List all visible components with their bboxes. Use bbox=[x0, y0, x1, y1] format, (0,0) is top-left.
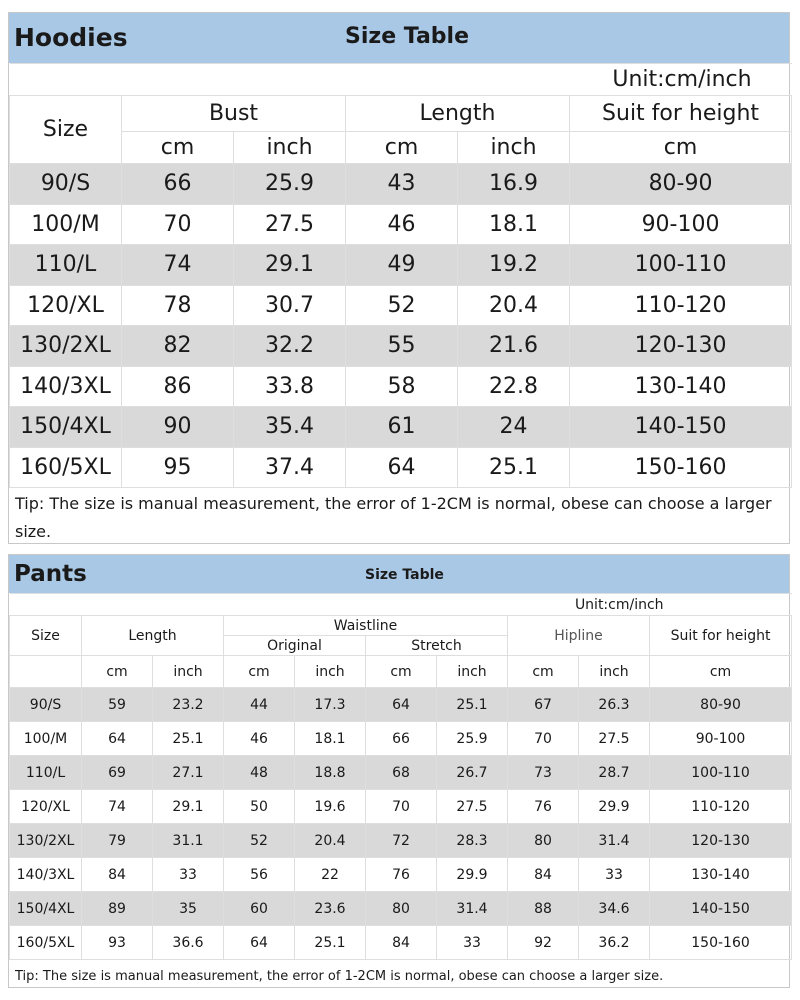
length-cm-cell: 69 bbox=[82, 756, 153, 790]
table-row bbox=[10, 204, 792, 245]
hoodies-unit-label: Unit:cm/inch bbox=[10, 64, 792, 96]
pants-header-waistline: Waistline bbox=[224, 616, 508, 636]
hoodies-header-length-cm: cm bbox=[346, 132, 458, 164]
bust-inch-cell: 25.9 bbox=[234, 164, 346, 205]
length-cm-cell: 93 bbox=[82, 926, 153, 960]
length-cm-cell: 43 bbox=[346, 164, 458, 205]
table-row bbox=[10, 447, 792, 488]
length-inch-cell: 23.2 bbox=[153, 688, 224, 722]
stretch-cm-cell: 76 bbox=[366, 858, 437, 892]
length-inch-cell: 36.6 bbox=[153, 926, 224, 960]
length-cm-cell: 49 bbox=[346, 245, 458, 286]
stretch-inch-cell: 25.1 bbox=[437, 688, 508, 722]
height-cell: 130-140 bbox=[650, 858, 792, 892]
height-cell: 120-130 bbox=[650, 824, 792, 858]
bust-inch-cell: 37.4 bbox=[234, 447, 346, 488]
size-cell: 100/M bbox=[10, 722, 82, 756]
length-cm-cell: 84 bbox=[82, 858, 153, 892]
length-cm-cell: 64 bbox=[346, 447, 458, 488]
length-cm-cell: 64 bbox=[82, 722, 153, 756]
length-inch-cell: 35 bbox=[153, 892, 224, 926]
table-row bbox=[10, 285, 792, 326]
size-cell: 150/4XL bbox=[10, 892, 82, 926]
length-cm-cell: 59 bbox=[82, 688, 153, 722]
table-row bbox=[10, 407, 792, 448]
original-inch-cell: 17.3 bbox=[295, 688, 366, 722]
table-row bbox=[10, 245, 792, 286]
hipline-cm-cell: 80 bbox=[508, 824, 579, 858]
height-cell: 100-110 bbox=[650, 756, 792, 790]
height-cell: 140-150 bbox=[650, 892, 792, 926]
pants-header-hipline: Hipline bbox=[508, 616, 650, 656]
size-cell: 150/4XL bbox=[10, 407, 122, 448]
table-row bbox=[10, 824, 792, 858]
size-cell: 110/L bbox=[10, 756, 82, 790]
pants-header-size-blank bbox=[10, 656, 82, 688]
height-cell: 120-130 bbox=[570, 326, 792, 367]
pants-header-original-cm: cm bbox=[224, 656, 295, 688]
original-cm-cell: 64 bbox=[224, 926, 295, 960]
original-inch-cell: 18.8 bbox=[295, 756, 366, 790]
length-cm-cell: 89 bbox=[82, 892, 153, 926]
stretch-inch-cell: 26.7 bbox=[437, 756, 508, 790]
pants-unit-label: Unit:cm/inch bbox=[10, 594, 792, 616]
pants-header-length-cm: cm bbox=[82, 656, 153, 688]
bust-inch-cell: 27.5 bbox=[234, 204, 346, 245]
pants-header-height: Suit for height bbox=[650, 616, 792, 656]
table-row bbox=[10, 722, 792, 756]
pants-size-table bbox=[9, 593, 792, 960]
original-cm-cell: 46 bbox=[224, 722, 295, 756]
size-cell: 130/2XL bbox=[10, 824, 82, 858]
length-cm-cell: 58 bbox=[346, 366, 458, 407]
size-cell: 140/3XL bbox=[10, 366, 122, 407]
length-cm-cell: 74 bbox=[82, 790, 153, 824]
bust-inch-cell: 32.2 bbox=[234, 326, 346, 367]
length-inch-cell: 33 bbox=[153, 858, 224, 892]
table-row bbox=[10, 366, 792, 407]
pants-category-label: Pants bbox=[14, 561, 87, 587]
table-row bbox=[10, 164, 792, 205]
height-cell: 110-120 bbox=[650, 790, 792, 824]
stretch-cm-cell: 84 bbox=[366, 926, 437, 960]
bust-cm-cell: 90 bbox=[122, 407, 234, 448]
hoodies-header-size: Size bbox=[10, 96, 122, 164]
table-row bbox=[10, 858, 792, 892]
length-cm-cell: 79 bbox=[82, 824, 153, 858]
length-inch-cell: 21.6 bbox=[458, 326, 570, 367]
hipline-inch-cell: 33 bbox=[579, 858, 650, 892]
hipline-inch-cell: 28.7 bbox=[579, 756, 650, 790]
length-inch-cell: 18.1 bbox=[458, 204, 570, 245]
original-cm-cell: 52 bbox=[224, 824, 295, 858]
hoodies-header-bust: Bust bbox=[122, 96, 346, 132]
stretch-inch-cell: 27.5 bbox=[437, 790, 508, 824]
size-cell: 100/M bbox=[10, 204, 122, 245]
size-cell: 120/XL bbox=[10, 790, 82, 824]
stretch-cm-cell: 70 bbox=[366, 790, 437, 824]
hoodies-header-bust-cm: cm bbox=[122, 132, 234, 164]
pants-header-height-cm: cm bbox=[650, 656, 792, 688]
table-row bbox=[10, 756, 792, 790]
height-cell: 150-160 bbox=[650, 926, 792, 960]
hipline-inch-cell: 26.3 bbox=[579, 688, 650, 722]
bust-cm-cell: 66 bbox=[122, 164, 234, 205]
hoodies-size-table bbox=[9, 63, 792, 488]
hipline-inch-cell: 27.5 bbox=[579, 722, 650, 756]
original-inch-cell: 19.6 bbox=[295, 790, 366, 824]
pants-header-original-inch: inch bbox=[295, 656, 366, 688]
hoodies-table-title: Size Table bbox=[345, 24, 469, 49]
pants-header-stretch: Stretch bbox=[366, 636, 508, 656]
length-inch-cell: 27.1 bbox=[153, 756, 224, 790]
height-cell: 80-90 bbox=[570, 164, 792, 205]
stretch-inch-cell: 33 bbox=[437, 926, 508, 960]
bust-cm-cell: 74 bbox=[122, 245, 234, 286]
length-cm-cell: 61 bbox=[346, 407, 458, 448]
hipline-inch-cell: 31.4 bbox=[579, 824, 650, 858]
table-row bbox=[10, 926, 792, 960]
original-cm-cell: 48 bbox=[224, 756, 295, 790]
stretch-inch-cell: 25.9 bbox=[437, 722, 508, 756]
pants-banner bbox=[9, 555, 789, 593]
hipline-cm-cell: 76 bbox=[508, 790, 579, 824]
length-inch-cell: 29.1 bbox=[153, 790, 224, 824]
length-inch-cell: 20.4 bbox=[458, 285, 570, 326]
height-cell: 150-160 bbox=[570, 447, 792, 488]
pants-header-length: Length bbox=[82, 616, 224, 656]
original-inch-cell: 18.1 bbox=[295, 722, 366, 756]
bust-cm-cell: 86 bbox=[122, 366, 234, 407]
length-inch-cell: 19.2 bbox=[458, 245, 570, 286]
height-cell: 100-110 bbox=[570, 245, 792, 286]
hoodies-header-height: Suit for height bbox=[570, 96, 792, 132]
stretch-cm-cell: 80 bbox=[366, 892, 437, 926]
hipline-inch-cell: 36.2 bbox=[579, 926, 650, 960]
bust-cm-cell: 95 bbox=[122, 447, 234, 488]
pants-header-stretch-cm: cm bbox=[366, 656, 437, 688]
length-inch-cell: 25.1 bbox=[458, 447, 570, 488]
hoodies-category-label: Hoodies bbox=[14, 23, 128, 52]
original-cm-cell: 44 bbox=[224, 688, 295, 722]
size-cell: 160/5XL bbox=[10, 926, 82, 960]
original-cm-cell: 56 bbox=[224, 858, 295, 892]
table-row bbox=[10, 790, 792, 824]
stretch-cm-cell: 68 bbox=[366, 756, 437, 790]
height-cell: 90-100 bbox=[570, 204, 792, 245]
hoodies-banner bbox=[9, 13, 789, 63]
stretch-cm-cell: 72 bbox=[366, 824, 437, 858]
height-cell: 140-150 bbox=[570, 407, 792, 448]
pants-size-section bbox=[8, 554, 790, 988]
stretch-inch-cell: 29.9 bbox=[437, 858, 508, 892]
hipline-cm-cell: 92 bbox=[508, 926, 579, 960]
size-cell: 140/3XL bbox=[10, 858, 82, 892]
original-inch-cell: 23.6 bbox=[295, 892, 366, 926]
length-inch-cell: 24 bbox=[458, 407, 570, 448]
size-cell: 120/XL bbox=[10, 285, 122, 326]
bust-cm-cell: 82 bbox=[122, 326, 234, 367]
length-inch-cell: 31.1 bbox=[153, 824, 224, 858]
length-cm-cell: 55 bbox=[346, 326, 458, 367]
hoodies-header-height-cm: cm bbox=[570, 132, 792, 164]
bust-cm-cell: 70 bbox=[122, 204, 234, 245]
table-row bbox=[10, 892, 792, 926]
hipline-cm-cell: 70 bbox=[508, 722, 579, 756]
pants-header-length-inch: inch bbox=[153, 656, 224, 688]
hoodies-size-section bbox=[8, 12, 790, 544]
stretch-cm-cell: 64 bbox=[366, 688, 437, 722]
length-inch-cell: 25.1 bbox=[153, 722, 224, 756]
size-cell: 90/S bbox=[10, 164, 122, 205]
height-cell: 90-100 bbox=[650, 722, 792, 756]
stretch-inch-cell: 31.4 bbox=[437, 892, 508, 926]
hipline-inch-cell: 29.9 bbox=[579, 790, 650, 824]
pants-header-size: Size bbox=[10, 616, 82, 656]
original-cm-cell: 60 bbox=[224, 892, 295, 926]
bust-inch-cell: 29.1 bbox=[234, 245, 346, 286]
pants-table-title: Size Table bbox=[365, 567, 444, 583]
table-row bbox=[10, 688, 792, 722]
hipline-cm-cell: 67 bbox=[508, 688, 579, 722]
length-inch-cell: 22.8 bbox=[458, 366, 570, 407]
bust-inch-cell: 35.4 bbox=[234, 407, 346, 448]
length-cm-cell: 52 bbox=[346, 285, 458, 326]
length-cm-cell: 46 bbox=[346, 204, 458, 245]
length-inch-cell: 16.9 bbox=[458, 164, 570, 205]
height-cell: 80-90 bbox=[650, 688, 792, 722]
original-inch-cell: 22 bbox=[295, 858, 366, 892]
hipline-cm-cell: 88 bbox=[508, 892, 579, 926]
hipline-cm-cell: 73 bbox=[508, 756, 579, 790]
hoodies-header-length-inch: inch bbox=[458, 132, 570, 164]
original-inch-cell: 20.4 bbox=[295, 824, 366, 858]
hoodies-tip: Tip: The size is manual measurement, the error of 1-2CM is normal, obese can choose a larger size. bbox=[15, 494, 772, 541]
size-cell: 110/L bbox=[10, 245, 122, 286]
original-inch-cell: 25.1 bbox=[295, 926, 366, 960]
height-cell: 130-140 bbox=[570, 366, 792, 407]
pants-header-stretch-inch: inch bbox=[437, 656, 508, 688]
pants-header-hipline-cm: cm bbox=[508, 656, 579, 688]
stretch-inch-cell: 28.3 bbox=[437, 824, 508, 858]
hoodies-header-bust-inch: inch bbox=[234, 132, 346, 164]
pants-header-original: Original bbox=[224, 636, 366, 656]
bust-cm-cell: 78 bbox=[122, 285, 234, 326]
hoodies-header-length: Length bbox=[346, 96, 570, 132]
size-cell: 130/2XL bbox=[10, 326, 122, 367]
bust-inch-cell: 30.7 bbox=[234, 285, 346, 326]
hipline-cm-cell: 84 bbox=[508, 858, 579, 892]
height-cell: 110-120 bbox=[570, 285, 792, 326]
stretch-cm-cell: 66 bbox=[366, 722, 437, 756]
table-row bbox=[10, 326, 792, 367]
pants-header-hipline-inch: inch bbox=[579, 656, 650, 688]
hipline-inch-cell: 34.6 bbox=[579, 892, 650, 926]
pants-tip: Tip: The size is manual measurement, the error of 1-2CM is normal, obese can choose a larger size. bbox=[15, 969, 664, 984]
original-cm-cell: 50 bbox=[224, 790, 295, 824]
bust-inch-cell: 33.8 bbox=[234, 366, 346, 407]
size-cell: 160/5XL bbox=[10, 447, 122, 488]
size-cell: 90/S bbox=[10, 688, 82, 722]
